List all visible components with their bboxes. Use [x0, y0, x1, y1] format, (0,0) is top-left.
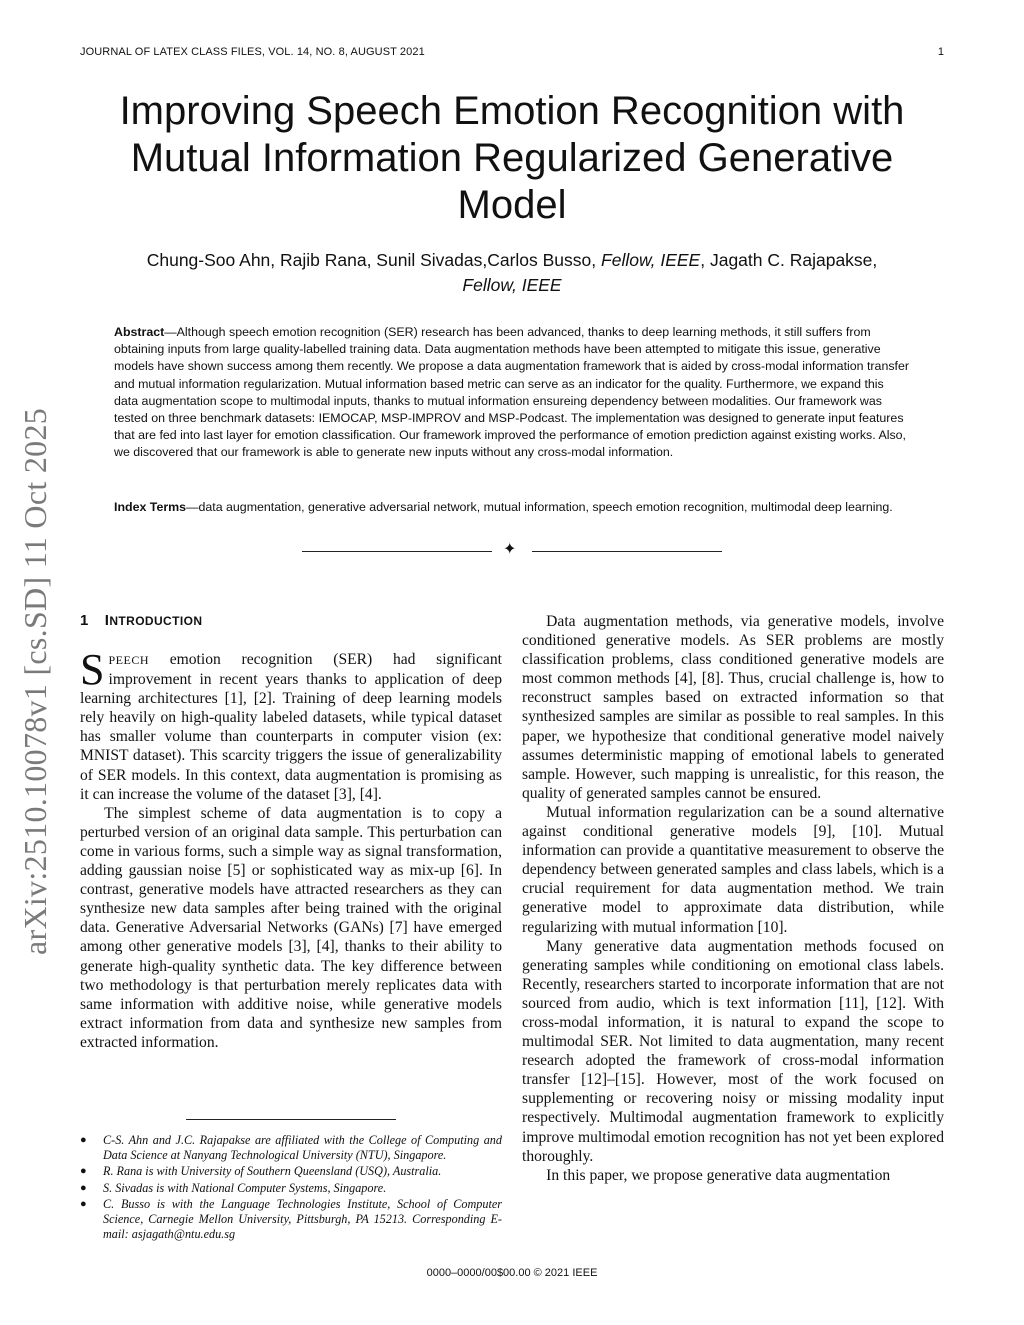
fellow-designation: Fellow, IEEE [601, 250, 701, 270]
paragraph: Mutual information regularization can be a sound alternative against conditional generative models [9], [10]. Mutual information can provide a quantitative measurement to observe the dependency between generated samples and class labels, which is a crucial requirement for data augmentation method. We train generative model to approximate data distribution, while regularizing with mutual information [10]. [522, 803, 944, 936]
page-number: 1 [937, 46, 944, 58]
first-word-rest: PEECH [108, 653, 149, 667]
index-terms-text: —data augmentation, generative adversarial network, mutual information, speech emotion recognition, multimodal deep learning. [186, 500, 893, 514]
section-title-rest: NTRODUCTION [109, 614, 203, 628]
paragraph: In this paper, we propose generative data augmentation [546, 1166, 891, 1184]
divider-ornament: ✦ [503, 541, 517, 558]
footnote-text: S. Sivadas is with National Computer Systems, Singapore. [103, 1180, 387, 1195]
abstract [114, 324, 910, 462]
footnote-text: C-S. Ahn and J.C. Rajapakse are affiliated with the College of Computing and Data Science at Nanyang Technological University (NTU), Singapore. [103, 1133, 502, 1163]
footnote-text: R. Rana is with University of Southern Queensland (USQ), Australia. [103, 1164, 442, 1179]
divider-rule-left [302, 551, 492, 552]
paragraph: The simplest scheme of data augmentation is to copy a perturbed version of an original data sample. This perturbation can come in various forms, such a simple way as signal transformation, adding gaussian noise [5] or sophisticated way as mix-up [6]. In contrast, generative models have attracted researchers as they can synthesize new data samples after being trained with the original data. Generative Adversarial Networks (GANs) [7] have emerged among other generative models [3], [4], thanks to their ability to generate high-quality synthetic data. The key difference between two methodology is that perturbation merely replicates data with same information with additive noise, while generative models extract information from data and synthesize new samples from extracted information. [80, 804, 502, 1051]
paragraph-text: emotion recognition (SER) had significant improvement in recent years thanks to application of deep learning architectures [1], [2]. Training of deep learning models rely heavily on high-quality labeled datasets, while typical dataset has smaller volume than counterparts in computer vision (ex: MNIST dataset). This scarcity triggers the issue of generalizability of SER models. In this context, data augmentation is promising as it can increase the volume of the dataset [3], [4]. [80, 651, 502, 803]
drop-cap: S [80, 645, 105, 694]
footnote [80, 1197, 502, 1243]
footnote-rule [186, 1119, 396, 1120]
footnote [80, 1181, 502, 1196]
right-column [522, 612, 944, 1185]
index-terms-label: Index Terms [114, 500, 187, 514]
bullet-icon: ● [80, 1134, 87, 1146]
copyright-line: 0000–0000/00$00.00 © 2021 IEEE [426, 1267, 598, 1279]
index-terms [114, 499, 910, 516]
paragraph: Data augmentation methods, via generative models, involve conditioned generative models. As SER problems are mostly classification problems, class conditioned generative models are most common methods [4], [8]. Thus, crucial challenge is, how to reconstruct samples based on extracted information so that synthesized samples are similar as possible to real samples. In this paper, we hypothesize that conditional generative model naively assumes deterministic mapping of emotional labels to generated sample. However, such mapping is unrealistic, for this reason, the quality of generated samples cannot be ensured. [522, 613, 944, 802]
abstract-text: —Although speech emotion recognition (SER) research has been advanced, thanks to deep learning methods, it still suffers from obtaining inputs from large quality-labelled training data. Data augmentation methods have been attempted to mitigate this issue, generative models have shown success among them recently. We propose a data augmentation framework that is aided by cross-modal information transfer and mutual information regularization. Mutual information based metric can serve as an indicator for the quality. Furthermore, we expand this data augmentation scope to multimodal inputs, thanks to mutual information ensureing dependency between modalities. Our framework was tested on three benchmark datasets: IEMOCAP, MSP-IMPROV and MSP-Podcast. The implementation was designed to generate input features that are fed into last layer for emotion classification. Our framework improved the performance of emotion prediction against existing works. Also, we discovered that our framework is able to generate new inputs without any cross-modal information. [114, 325, 909, 460]
footnote-text: C. Busso is with the Language Technologies Institute, School of Computer Science, Carnegie Mellon University, Pittsburgh, PA 15213. Corresponding E-mail: asjagath@ntu.edu.sg [103, 1196, 502, 1242]
paragraph [80, 645, 502, 804]
divider-rule-right [532, 551, 722, 552]
section-title-initial: I [104, 612, 110, 629]
bullet-icon: ● [80, 1165, 87, 1178]
footnotes [80, 1133, 502, 1243]
author-names-part-2: , Jagath C. Rajapakse, [700, 250, 878, 270]
paper-title: Improving Speech Emotion Recognition with Mutual Information Regularized Generative Model [119, 89, 905, 227]
author-names-part-1: Chung-Soo Ahn, Rajib Rana, Sunil Sivadas,Carlos Busso, [146, 250, 597, 270]
running-head: JOURNAL OF LATEX CLASS FILES, VOL. 14, NO. 8, AUGUST 2021 [80, 46, 425, 58]
footnote [80, 1133, 502, 1163]
bullet-icon: ● [80, 1197, 87, 1210]
left-column [80, 645, 502, 1052]
arxiv-stamp: arXiv:2510.10078v1 [cs.SD] 11 Oct 2025 [17, 407, 53, 955]
footnote [80, 1164, 502, 1179]
fellow-designation: Fellow, IEEE [462, 275, 562, 295]
section-heading [80, 612, 202, 629]
paragraph: Many generative data augmentation methods focused on generating samples while conditioning on emotional class labels. Recently, researchers started to incorporate information that are not sourced from audio, which is text information [11], [12]. With cross-modal information, it is natural to expand the scope to multimodal SER. Not limited to data augmentation, many recent research adopted the framework of cross-modal information transfer [12]–[15]. However, most of the work focused on supplementing or recovering noisy or missing modality input respectively. Multimodal augmentation framework to explicitly improve multimodal emotion recognition has not yet been explored thoroughly. [522, 937, 944, 1165]
bullet-icon: ● [80, 1181, 87, 1194]
abstract-label: Abstract [114, 325, 165, 339]
section-number: 1 [80, 612, 89, 629]
author-list [130, 248, 894, 298]
